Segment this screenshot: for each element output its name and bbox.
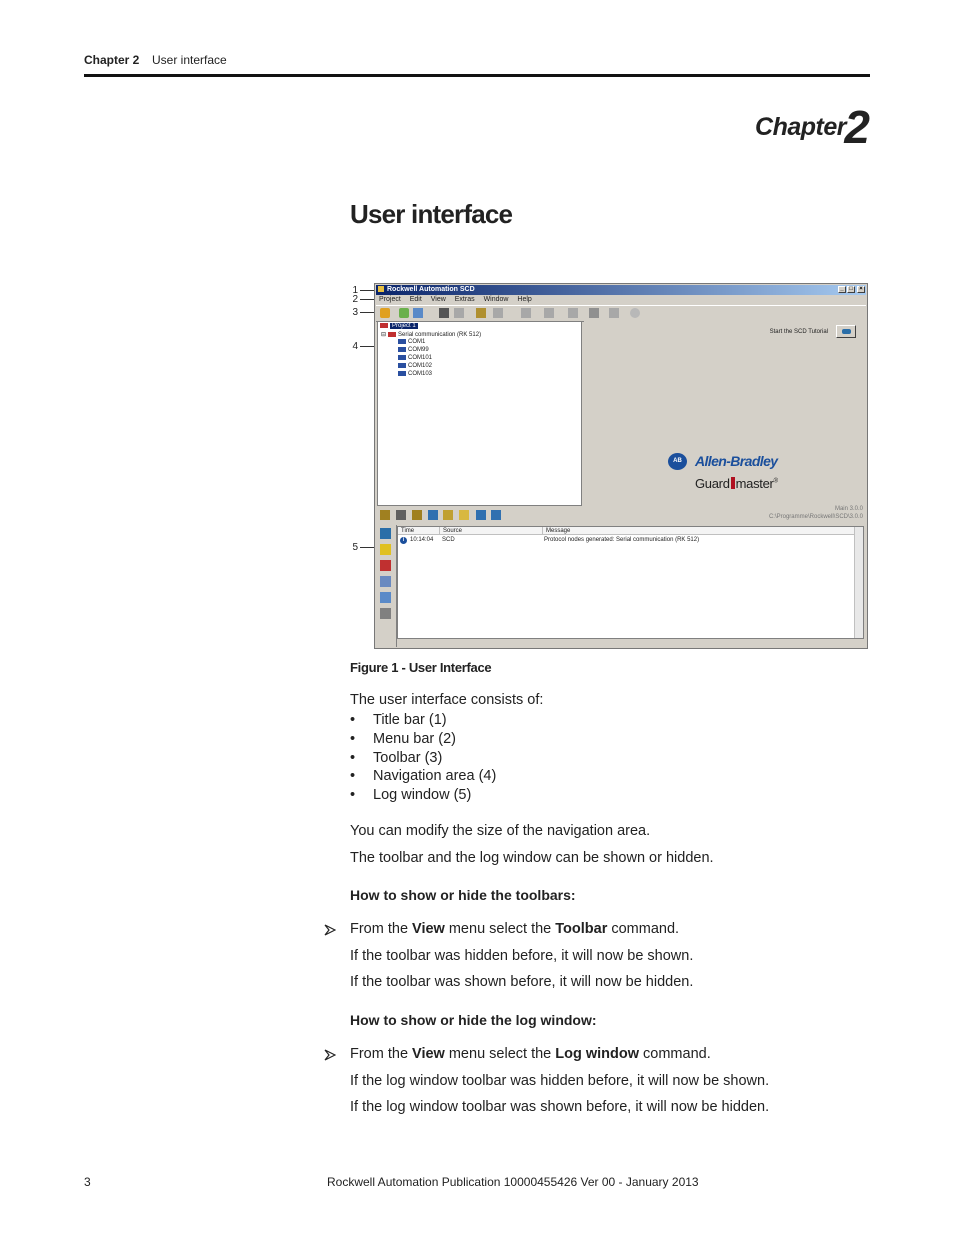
properties-icon[interactable] <box>454 308 464 318</box>
warning-filter-icon[interactable] <box>380 544 391 555</box>
tree-node-com[interactable] <box>398 355 432 361</box>
log-scrollbar[interactable] <box>854 527 863 638</box>
save-icon[interactable] <box>413 308 423 318</box>
menu-extras[interactable]: Extras <box>454 296 475 303</box>
figure-caption: Figure 1 - User Interface <box>350 660 492 675</box>
tree-node-project[interactable] <box>380 323 418 329</box>
print-icon[interactable] <box>439 308 449 318</box>
nav-tool-icon[interactable] <box>428 510 438 520</box>
menu-view[interactable]: View <box>430 296 446 303</box>
brand-guardmaster: Guard master® <box>695 476 778 491</box>
title-bar <box>376 285 866 295</box>
log-step: From the View menu select the Log window command. <box>350 1046 711 1062</box>
tutorial-label: Start the SCD Tutorial <box>769 329 828 335</box>
tree-node-com[interactable] <box>398 371 432 377</box>
guardmaster-figure-icon <box>731 477 735 489</box>
toolbar-step: From the View menu select the Toolbar command. <box>350 921 680 937</box>
navigation-area <box>377 321 582 506</box>
list-item: • Title bar (1) <box>350 711 496 730</box>
log-result-hidden: If the log window toolbar was shown before, it will now be hidden. <box>350 1099 770 1115</box>
list-item: • Toolbar (3) <box>350 749 496 768</box>
menu-bar <box>376 295 866 304</box>
navigation-toolbar <box>377 508 582 524</box>
step-arrow-icon <box>324 1049 336 1061</box>
search-log-icon[interactable] <box>380 576 391 587</box>
callout-3: 3 <box>352 307 358 318</box>
callout-2: 2 <box>352 294 358 305</box>
tutorial-button[interactable] <box>836 325 856 338</box>
component-list <box>350 711 496 805</box>
menu-project[interactable]: Project <box>379 296 401 303</box>
tree-node-serial[interactable] <box>381 331 481 338</box>
nav-tool-icon[interactable] <box>443 510 453 520</box>
log-header-source[interactable]: Source <box>440 527 543 535</box>
list-item: • Log window (5) <box>350 786 496 805</box>
log-header-time[interactable]: Time <box>398 527 440 535</box>
port-icon <box>398 363 406 368</box>
nav-tool-icon[interactable] <box>459 510 469 520</box>
intro-text: The user interface consists of: <box>350 692 544 708</box>
nav-tool-icon[interactable] <box>412 510 422 520</box>
minimize-button[interactable]: _ <box>838 286 846 293</box>
settings-icon[interactable] <box>609 308 619 318</box>
info-filter-icon[interactable] <box>380 528 391 539</box>
project-icon <box>380 323 388 328</box>
allen-bradley-logo: AB <box>668 453 687 470</box>
upload-icon[interactable] <box>544 308 554 318</box>
download-icon[interactable] <box>521 308 531 318</box>
log-window <box>397 526 864 639</box>
publication-info: Rockwell Automation Publication 10000455426 Ver 00 - January 2013 <box>327 1175 699 1189</box>
log-time: 10:14:04 <box>410 537 434 543</box>
version-main: Main 3.0.0 <box>834 506 863 512</box>
list-item: • Menu bar (2) <box>350 730 496 749</box>
window-title: Rockwell Automation SCD <box>387 286 475 293</box>
port-icon <box>398 339 406 344</box>
page-number: 3 <box>84 1175 91 1189</box>
port-icon <box>398 355 406 360</box>
tree-node-com[interactable] <box>398 347 429 353</box>
brand-allen-bradley: Allen-Bradley <box>695 453 778 469</box>
new-project-icon[interactable] <box>380 308 390 318</box>
menu-edit[interactable]: Edit <box>409 296 422 303</box>
toolbar-result-shown: If the toolbar was hidden before, it will now be shown. <box>350 948 694 964</box>
log-source: SCD <box>442 537 455 543</box>
start-pane <box>584 321 866 524</box>
tree-node-label: COM103 <box>408 371 433 378</box>
paragraph-modify: You can modify the size of the navigation area. <box>350 823 651 839</box>
running-header-chapter: Chapter 2 <box>84 53 140 67</box>
tree-node-com[interactable] <box>398 339 425 345</box>
app-icon <box>378 286 384 292</box>
diagnostics-icon[interactable] <box>589 308 599 318</box>
step-arrow-icon <box>324 924 336 936</box>
version-info <box>769 505 863 521</box>
log-toolbar <box>376 525 397 647</box>
tree-node-label: COM102 <box>408 363 433 370</box>
paragraph-toolbar: The toolbar and the log window can be shown or hidden. <box>350 850 714 866</box>
add-node-icon[interactable] <box>476 308 486 318</box>
tree-node-label: Serial communication (RK 512) <box>398 332 482 338</box>
port-icon <box>398 371 406 376</box>
callout-5: 5 <box>352 542 358 553</box>
sum-icon[interactable] <box>491 510 501 520</box>
maximize-button[interactable]: □ <box>847 286 855 293</box>
chapter-label: Chapter <box>755 113 846 141</box>
menu-window[interactable]: Window <box>483 296 509 303</box>
error-filter-icon[interactable] <box>380 560 391 571</box>
chapter-number: 2 <box>844 101 870 153</box>
toolbar-result-hidden: If the toolbar was shown before, it will now be hidden. <box>350 974 694 990</box>
callout-1: 1 <box>352 285 358 296</box>
heading-toolbars: How to show or hide the toolbars: <box>350 887 576 903</box>
help-icon[interactable] <box>630 308 640 318</box>
tree-node-com[interactable] <box>398 363 432 369</box>
tree-node-label: COM1 <box>408 339 426 346</box>
callout-4: 4 <box>352 341 358 352</box>
log-header-message[interactable]: Message <box>543 527 857 535</box>
log-message: Protocol nodes generated: Serial communication (RK 512) <box>544 537 700 543</box>
running-header-section: User interface <box>152 53 227 67</box>
nav-tool-icon[interactable] <box>380 510 390 520</box>
port-icon <box>398 347 406 352</box>
open-project-icon[interactable] <box>399 308 409 318</box>
close-button[interactable]: × <box>857 286 865 293</box>
clear-log-icon[interactable] <box>380 608 391 619</box>
network-icon <box>388 332 396 337</box>
menu-help[interactable]: Help <box>517 296 532 303</box>
collapse-icon[interactable]: ⊟ <box>381 332 387 338</box>
header-rule <box>84 74 870 77</box>
nav-tool-icon[interactable] <box>396 510 406 520</box>
tree-node-label: Project 1 <box>392 323 416 330</box>
save-log-icon[interactable] <box>380 592 391 603</box>
nav-tool-icon[interactable] <box>476 510 486 520</box>
compare-icon[interactable] <box>568 308 578 318</box>
generate-icon[interactable] <box>493 308 503 318</box>
page-title: User interface <box>350 199 513 229</box>
heading-log-window: How to show or hide the log window: <box>350 1012 597 1028</box>
log-result-shown: If the log window toolbar was hidden before, it will now be shown. <box>350 1073 770 1089</box>
app-window <box>374 283 868 649</box>
toolbar <box>376 305 866 322</box>
tree-node-label: COM101 <box>408 355 433 362</box>
install-path: C:\Programme\Rockwell\SCD\3.0.0 <box>768 514 863 520</box>
list-item: • Navigation area (4) <box>350 767 496 786</box>
tree-node-label: COM99 <box>408 347 429 354</box>
info-icon: i <box>400 537 407 544</box>
